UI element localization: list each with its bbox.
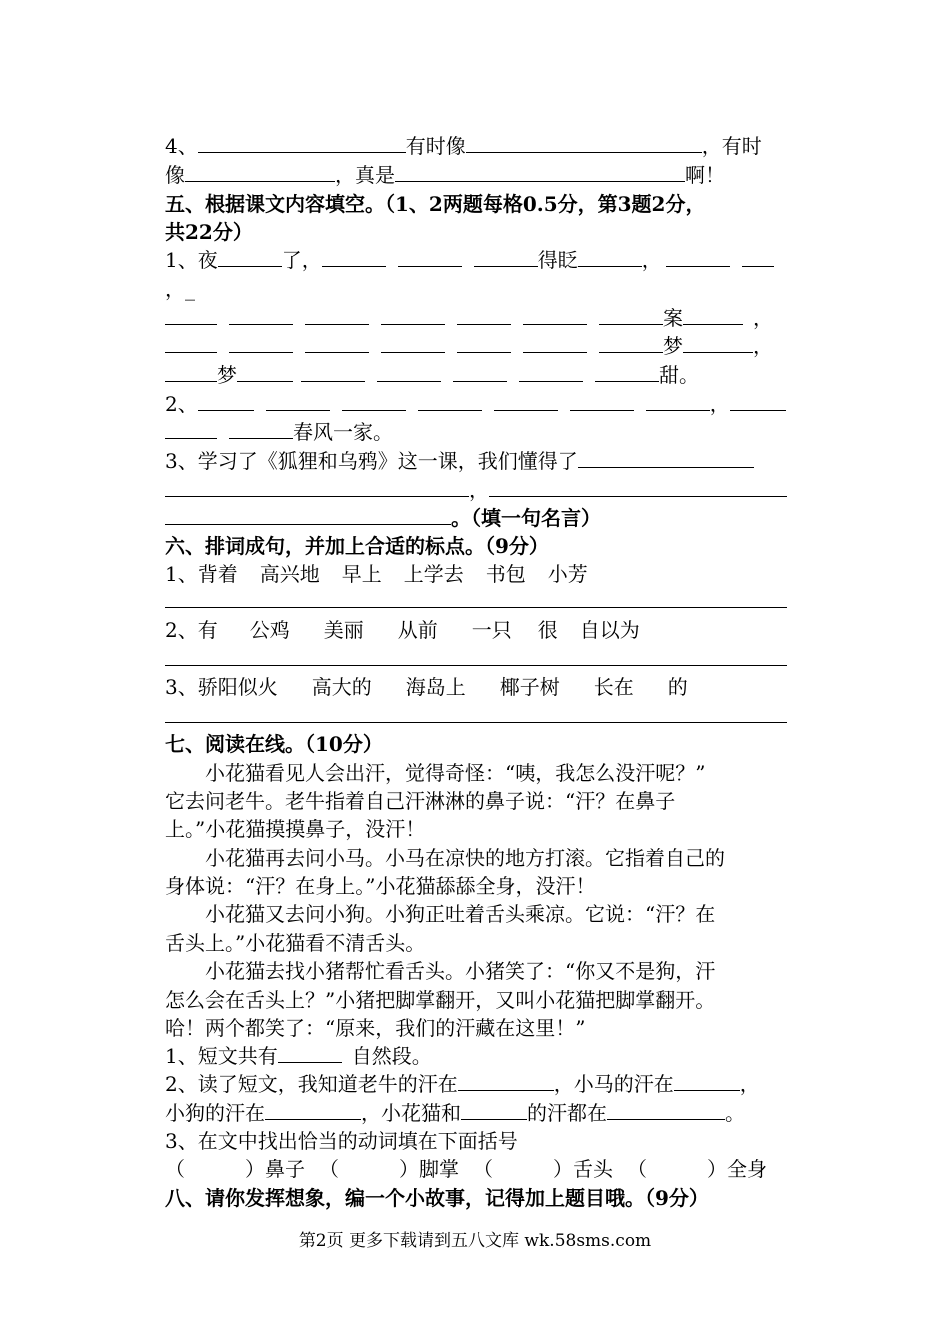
q1-number: 1、夜 <box>165 248 218 272</box>
blank[interactable] <box>278 1042 342 1063</box>
blank[interactable] <box>301 361 365 382</box>
s5-q1-line2: ，_ <box>165 277 195 301</box>
text: 得眨 <box>537 248 578 272</box>
word: 高兴地 <box>259 562 320 586</box>
bracket-blank-tongue[interactable]: （ ）舌头 <box>473 1157 613 1181</box>
blank[interactable] <box>599 304 663 325</box>
word: 的 <box>667 675 688 699</box>
blank[interactable] <box>730 390 786 411</box>
text: 啊！ <box>685 163 725 187</box>
blank[interactable] <box>453 361 507 382</box>
text: 。（填一句名言） <box>451 506 601 530</box>
text: ， <box>753 334 773 358</box>
q4-number: 4、 <box>165 134 198 158</box>
q2-number: 2、 <box>165 392 198 416</box>
s5-q3-line3 <box>165 504 787 532</box>
text: ，小花猫和 <box>361 1101 461 1125</box>
blank[interactable] <box>595 361 659 382</box>
s6-q2 <box>165 616 787 644</box>
blank[interactable] <box>457 304 511 325</box>
blank[interactable] <box>578 246 642 267</box>
word: 小芳 <box>547 562 588 586</box>
blank[interactable] <box>229 332 293 353</box>
text: 有时像 <box>405 134 466 158</box>
blank[interactable] <box>523 332 587 353</box>
word: 公鸡 <box>249 618 290 642</box>
word: 从前 <box>397 618 438 642</box>
answer-line[interactable] <box>165 722 787 723</box>
blank[interactable] <box>229 304 293 325</box>
word: 书包 <box>485 562 526 586</box>
word: 自以为 <box>579 618 640 642</box>
text: 梦 <box>663 334 683 358</box>
blank[interactable] <box>666 246 730 267</box>
blank[interactable] <box>266 390 330 411</box>
word: 2、有 <box>165 618 218 642</box>
text: ，有时 <box>701 134 762 158</box>
q3-number: 3、学习了《狐狸和乌鸦》这一课，我们懂得了 <box>165 449 578 473</box>
section8-title: 八、请你发挥想象，编一个小故事，记得加上题目哦。（9分） <box>165 1186 709 1210</box>
word: 高大的 <box>311 675 372 699</box>
blank[interactable] <box>342 390 406 411</box>
text: ， <box>469 478 489 502</box>
text: ， <box>709 392 730 416</box>
section6-title: 六、排词成句，并加上合适的标点。（9分） <box>165 534 549 558</box>
word: 3、骄阳似火 <box>165 675 278 699</box>
blank[interactable] <box>494 390 558 411</box>
s6-q1 <box>165 560 787 588</box>
blank[interactable] <box>322 246 386 267</box>
passage-p1-line3: 上。”小花猫摸摸鼻子，没汗！ <box>165 817 426 841</box>
s7-q3-brackets <box>165 1155 787 1183</box>
bracket-blank-body[interactable]: （ ）全身 <box>627 1157 767 1181</box>
blank[interactable] <box>377 361 441 382</box>
blank[interactable] <box>165 476 469 497</box>
text: 梦 <box>217 363 237 387</box>
s7-q2-line2 <box>165 1099 787 1127</box>
s5-q1-line5 <box>165 361 787 389</box>
blank[interactable] <box>683 304 743 325</box>
text: 案 <box>663 306 683 330</box>
word: 椰子树 <box>499 675 560 699</box>
blank[interactable] <box>237 361 293 382</box>
q4-line2 <box>165 161 787 189</box>
word: 长在 <box>593 675 634 699</box>
blank[interactable] <box>458 1070 554 1091</box>
text: 自然段。 <box>351 1044 432 1068</box>
passage-p2-line1: 小花猫再去问小马。小马在凉快的地方打滚。它指着自己的 <box>205 846 725 870</box>
s7-q3: 3、在文中找出恰当的动词填在下面括号 <box>165 1129 518 1153</box>
passage-p3-line1: 小花猫又去问小狗。小狗正吐着舌头乘凉。它说：“汗？在 <box>205 902 716 926</box>
blank[interactable] <box>165 418 217 439</box>
blank[interactable] <box>466 132 702 153</box>
word: 一只 <box>471 618 512 642</box>
s5-q1-line3 <box>165 304 787 332</box>
blank[interactable] <box>742 246 774 267</box>
passage-p4-line3: 哈！两个都笑了：“原来，我们的汗藏在这里！” <box>165 1016 586 1040</box>
text: ， <box>739 1072 760 1096</box>
answer-line[interactable] <box>165 607 787 608</box>
text: ， <box>753 306 773 330</box>
s5-q2-line2 <box>165 418 787 446</box>
s5-q2-line1 <box>165 390 787 418</box>
blank[interactable] <box>489 476 787 497</box>
s5-q1-line4 <box>165 332 787 360</box>
word: 上学去 <box>403 562 464 586</box>
blank[interactable] <box>418 390 482 411</box>
blank[interactable] <box>646 390 710 411</box>
blank[interactable] <box>395 161 685 182</box>
blank[interactable] <box>674 1070 740 1091</box>
text: 了， <box>281 248 322 272</box>
s5-q1-line1 <box>165 246 787 274</box>
blank[interactable] <box>305 304 369 325</box>
q4-line1 <box>165 132 787 160</box>
blank[interactable] <box>474 246 538 267</box>
blank[interactable] <box>165 504 451 525</box>
blank[interactable] <box>461 1099 527 1120</box>
text: 小狗的汗在 <box>165 1101 265 1125</box>
blank[interactable] <box>523 304 587 325</box>
blank[interactable] <box>198 132 406 153</box>
section7-title: 七、阅读在线。（10分） <box>165 732 383 756</box>
bracket-blank-nose[interactable]: （ ）鼻子 <box>165 1157 305 1181</box>
blank[interactable] <box>599 332 663 353</box>
blank[interactable] <box>198 390 254 411</box>
blank[interactable] <box>457 332 511 353</box>
word: 美丽 <box>323 618 364 642</box>
word: 1、背着 <box>165 562 238 586</box>
blank[interactable] <box>265 1099 361 1120</box>
blank[interactable] <box>381 332 445 353</box>
blank[interactable] <box>607 1099 725 1120</box>
blank[interactable] <box>165 332 217 353</box>
passage-p3-line2: 舌头上。”小花猫看不清舌头。 <box>165 931 426 955</box>
text: 。 <box>725 1101 745 1125</box>
passage-p4-line1: 小花猫去找小猪帮忙看舌头。小猪笑了：“你又不是狗，汗 <box>205 959 716 983</box>
bracket-blank-paw[interactable]: （ ）脚掌 <box>319 1157 459 1181</box>
s6-q3 <box>165 673 787 701</box>
blank[interactable] <box>519 361 583 382</box>
passage-p4-line2: 怎么会在舌头上？”小猪把脚掌翻开，又叫小花猫把脚掌翻开。 <box>165 988 716 1012</box>
passage-p1-line2: 它去问老牛。老牛指着自己汗淋淋的鼻子说：“汗？在鼻子 <box>165 789 676 813</box>
blank[interactable] <box>229 418 293 439</box>
text: 1、短文共有 <box>165 1044 278 1068</box>
word: 很 <box>537 618 558 642</box>
text: 像 <box>165 163 185 187</box>
blank[interactable] <box>570 390 634 411</box>
section5-title: 五、根据课文内容填空。（1、2两题每格0.5分，第3题2分， <box>165 192 706 216</box>
word: 海岛上 <box>405 675 466 699</box>
answer-line[interactable] <box>165 665 787 666</box>
s7-q2-line1 <box>165 1070 787 1098</box>
blank[interactable] <box>218 246 282 267</box>
blank[interactable] <box>683 332 753 353</box>
blank[interactable] <box>398 246 462 267</box>
page-footer: 第2页 更多下载请到五八文库 wk.58sms.com <box>298 1231 652 1251</box>
text: 春风一家。 <box>293 420 393 444</box>
s5-q3-line1 <box>165 447 787 475</box>
blank[interactable] <box>185 161 335 182</box>
blank[interactable] <box>578 447 754 468</box>
blank[interactable] <box>305 332 369 353</box>
text: ，真是 <box>335 163 395 187</box>
blank[interactable] <box>165 304 217 325</box>
blank[interactable] <box>165 361 217 382</box>
text: 2、读了短文，我知道老牛的汗在 <box>165 1072 458 1096</box>
passage-p2-line2: 身体说：“汗？在身上。”小花猫舔舔全身，没汗！ <box>165 874 596 898</box>
text: 的汗都在 <box>527 1101 607 1125</box>
s7-q1 <box>165 1042 787 1070</box>
text: 甜。 <box>659 363 699 387</box>
text: ，小马的汗在 <box>553 1072 674 1096</box>
text: ， <box>641 248 662 272</box>
blank[interactable] <box>381 304 445 325</box>
section5-title-cont: 共22分） <box>165 220 253 244</box>
passage-p1-line1: 小花猫看见人会出汗，觉得奇怪：“咦，我怎么没汗呢？” <box>205 761 706 785</box>
s5-q3-line2 <box>165 476 787 504</box>
word: 早上 <box>341 562 382 586</box>
